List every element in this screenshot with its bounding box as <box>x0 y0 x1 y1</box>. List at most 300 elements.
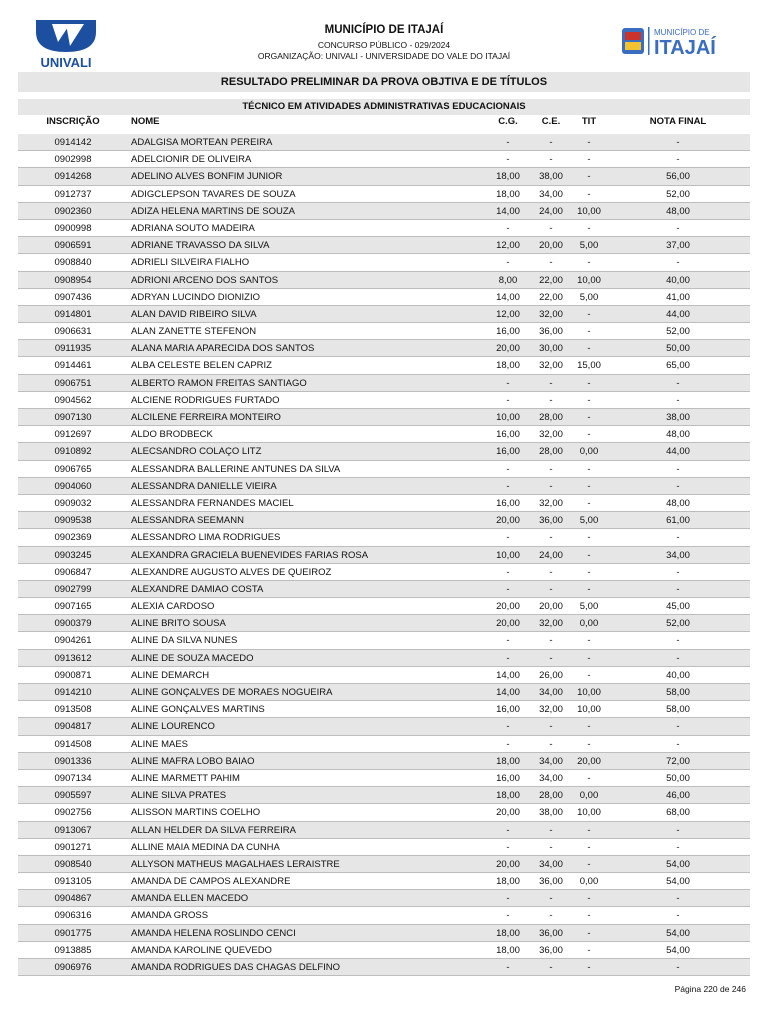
organization-line: ORGANIZAÇÃO: UNIVALI - UNIVERSIDADE DO VALE DO ITAJAÍ <box>257 51 511 61</box>
cell-nome: ADIZA HELENA MARTINS DE SOUZA <box>131 205 296 217</box>
cell-nota-final: - <box>676 532 680 544</box>
cell-nota-final: 48,00 <box>666 205 690 217</box>
cell-inscricao: 0906765 <box>54 463 92 475</box>
cell-cg: 16,00 <box>496 704 520 716</box>
cell-tit: - <box>587 910 591 922</box>
cell-nome: ALAN ZANETTE STEFENON <box>131 326 257 338</box>
cell-nota-final: - <box>676 583 680 595</box>
cell-ce: 28,00 <box>539 790 563 802</box>
page-number: Página 220 de 246 <box>674 984 746 994</box>
cell-ce: - <box>549 824 553 836</box>
cell-nome: ADIGCLEPSON TAVARES DE SOUZA <box>131 188 296 200</box>
cell-nome: ALINE DEMARCH <box>131 669 210 681</box>
table-row <box>18 357 750 374</box>
cell-nome: ADALGISA MORTEAN PEREIRA <box>131 137 273 148</box>
cell-cg: 20,00 <box>496 343 520 355</box>
cell-nome: ADRYAN LUCINDO DIONIZIO <box>131 291 260 303</box>
cell-inscricao: 0900871 <box>54 669 92 681</box>
table-row <box>18 254 750 271</box>
cell-nota-final: 61,00 <box>666 515 690 527</box>
cell-nome: ALESSANDRA FERNANDES MACIEL <box>131 497 294 509</box>
cell-nome: ALBA CELESTE BELEN CAPRIZ <box>131 360 272 372</box>
cell-tit: - <box>587 154 591 166</box>
table-row <box>18 306 750 323</box>
cell-nome: ALINE DE SOUZA MACEDO <box>131 652 254 664</box>
cell-ce: 38,00 <box>539 807 563 819</box>
cell-ce: - <box>549 154 553 166</box>
cell-tit: 10,00 <box>577 687 601 698</box>
cell-inscricao: 0911935 <box>54 343 92 355</box>
cell-nota-final: 68,00 <box>666 807 690 819</box>
table-row <box>18 615 750 632</box>
cell-nota-final: 54,00 <box>666 944 690 956</box>
cell-cg: 16,00 <box>496 497 520 509</box>
cell-nome: ALISSON MARTINS COELHO <box>131 807 261 819</box>
cell-inscricao: 0914461 <box>54 360 92 372</box>
cell-nota-final: 50,00 <box>666 343 690 355</box>
itajai-logo-small-text: MUNICÍPIO DE <box>654 28 710 37</box>
cell-ce: 20,00 <box>539 601 563 613</box>
cell-inscricao: 0906631 <box>54 326 92 338</box>
cell-ce: 34,00 <box>539 772 563 784</box>
cell-nome: ALAN DAVID RIBEIRO SILVA <box>131 308 257 320</box>
cell-cg: - <box>506 532 510 544</box>
cell-nota-final: 34,00 <box>666 549 690 561</box>
cell-cg: - <box>506 841 510 853</box>
cell-tit: 15,00 <box>577 360 601 372</box>
cell-nota-final: 52,00 <box>666 618 690 630</box>
cell-nota-final: 54,00 <box>666 858 690 870</box>
table-row <box>18 220 750 237</box>
cell-nota-final: 41,00 <box>666 291 690 303</box>
cell-ce: 38,00 <box>539 171 563 183</box>
cell-nome: AMANDA HELENA ROSLINDO CENCI <box>131 927 296 939</box>
cell-inscricao: 0908840 <box>54 257 92 269</box>
cell-tit: - <box>587 858 591 870</box>
table-row <box>18 564 750 581</box>
col-nome: NOME <box>131 116 160 127</box>
cell-cg: - <box>506 154 510 166</box>
cell-nota-final: - <box>676 652 680 664</box>
result-banner: RESULTADO PRELIMINAR DA PROVA OBJTIVA E DE TÍTULOS <box>18 72 750 92</box>
cell-inscricao: 0904261 <box>54 635 92 647</box>
cell-inscricao: 0901336 <box>54 755 92 767</box>
cell-inscricao: 0904562 <box>54 394 92 406</box>
cell-nome: ALDO BRODBECK <box>131 429 213 441</box>
cell-cg: 20,00 <box>496 515 520 527</box>
cell-cg: 8,00 <box>498 274 518 286</box>
cell-cg: 14,00 <box>496 669 520 681</box>
cell-cg: 18,00 <box>496 944 520 956</box>
cell-tit: - <box>587 429 591 441</box>
cell-ce: 34,00 <box>539 755 563 767</box>
cell-tit: - <box>587 463 591 475</box>
univali-logo-text: UNIVALI <box>40 55 92 70</box>
cell-tit: - <box>587 394 591 406</box>
cell-inscricao: 0908954 <box>54 274 92 286</box>
cell-cg: - <box>506 566 510 578</box>
cell-cg: 14,00 <box>496 687 520 698</box>
cell-cg: - <box>506 377 510 389</box>
table-row <box>18 289 750 306</box>
cell-ce: - <box>549 738 553 750</box>
cell-inscricao: 0906316 <box>54 910 92 922</box>
cell-ce: 36,00 <box>539 326 563 338</box>
cell-nota-final: - <box>676 841 680 853</box>
table-row <box>18 495 750 512</box>
cell-cg: 12,00 <box>496 240 520 252</box>
cell-cg: 18,00 <box>496 171 520 183</box>
cell-inscricao: 0909032 <box>54 497 92 509</box>
cell-ce: - <box>549 893 553 905</box>
itajai-crest-icon <box>620 24 740 58</box>
cell-nome: ADRIELI SILVEIRA FIALHO <box>131 257 250 269</box>
cell-cg: - <box>506 910 510 922</box>
itajai-logo <box>620 24 740 58</box>
cell-nome: ALBERTO RAMON FREITAS SANTIAGO <box>131 377 307 389</box>
cell-nota-final: 46,00 <box>666 790 690 802</box>
cell-cg: 10,00 <box>496 549 520 561</box>
cell-nota-final: - <box>676 566 680 578</box>
cell-inscricao: 0901775 <box>54 927 92 939</box>
cell-nota-final: 65,00 <box>666 360 690 372</box>
cell-inscricao: 0914142 <box>54 137 92 148</box>
cell-nota-final: - <box>676 635 680 647</box>
table-row <box>18 426 750 443</box>
cell-cg: 18,00 <box>496 188 520 200</box>
cell-cg: 18,00 <box>496 927 520 939</box>
table-row <box>18 272 750 289</box>
cell-nome: ALINE MAES <box>131 738 189 750</box>
cell-ce: - <box>549 910 553 922</box>
cell-cg: 10,00 <box>496 412 520 423</box>
table-row <box>18 512 750 529</box>
cell-ce: 26,00 <box>539 669 563 681</box>
cell-cg: - <box>506 480 510 492</box>
cell-tit: - <box>587 841 591 853</box>
cell-ce: 32,00 <box>539 429 563 441</box>
cell-tit: - <box>587 222 591 234</box>
cell-ce: 32,00 <box>539 704 563 716</box>
cell-cg: - <box>506 824 510 836</box>
cell-tit: 5,00 <box>579 240 599 252</box>
cell-inscricao: 0912697 <box>54 429 92 441</box>
table-header <box>18 116 750 135</box>
cell-ce: 24,00 <box>539 549 563 561</box>
cell-ce: - <box>549 841 553 853</box>
cell-tit: - <box>587 893 591 905</box>
cell-inscricao: 0906847 <box>54 566 92 578</box>
cell-nome: AMANDA ELLEN MACEDO <box>131 893 249 905</box>
table-row <box>18 839 750 856</box>
cell-tit: - <box>587 583 591 595</box>
cell-tit: - <box>587 772 591 784</box>
cell-tit: - <box>587 824 591 836</box>
table-row <box>18 547 750 564</box>
cell-inscricao: 0907134 <box>54 772 92 784</box>
table-row <box>18 443 750 460</box>
table-row <box>18 650 750 667</box>
cell-inscricao: 0914508 <box>54 738 92 750</box>
cell-nome: ALLAN HELDER DA SILVA FERREIRA <box>131 824 296 836</box>
cell-nome: ALLINE MAIA MEDINA DA CUNHA <box>131 841 280 853</box>
table-row <box>18 925 750 942</box>
cell-nota-final: - <box>676 137 680 148</box>
table-row <box>18 787 750 804</box>
cell-cg: - <box>506 635 510 647</box>
cell-inscricao: 0905597 <box>54 790 92 802</box>
cell-nome: ALESSANDRA SEEMANN <box>131 515 244 527</box>
cell-ce: - <box>549 721 553 733</box>
table-row <box>18 168 750 185</box>
cell-nome: ALANA MARIA APARECIDA DOS SANTOS <box>131 343 315 355</box>
cell-nome: ALINE SILVA PRATES <box>131 790 227 802</box>
cell-inscricao: 0912737 <box>54 188 92 200</box>
cell-ce: 36,00 <box>539 944 563 956</box>
cell-tit: 10,00 <box>577 807 601 819</box>
cell-nota-final: - <box>676 824 680 836</box>
cell-tit: - <box>587 497 591 509</box>
cell-ce: 36,00 <box>539 515 563 527</box>
cell-cg: 16,00 <box>496 446 520 458</box>
municipality-title: MUNICÍPIO DE ITAJAÍ <box>324 24 444 36</box>
table-row <box>18 581 750 598</box>
cell-cg: 18,00 <box>496 360 520 372</box>
cell-nome: ALESSANDRO LIMA RODRIGUES <box>131 532 281 544</box>
cell-tit: - <box>587 566 591 578</box>
cell-nota-final: 52,00 <box>666 188 690 200</box>
cell-nota-final: 44,00 <box>666 308 690 320</box>
cell-inscricao: 0902799 <box>54 583 92 595</box>
cell-nome: ADELINO ALVES BONFIM JUNIOR <box>131 171 283 183</box>
itajai-logo-big-text: ITAJAÍ <box>654 37 716 58</box>
cell-inscricao: 0908540 <box>54 858 92 870</box>
table-row <box>18 856 750 873</box>
cell-tit: - <box>587 343 591 355</box>
cell-tit: - <box>587 652 591 664</box>
table-row <box>18 134 750 151</box>
cell-ce: 28,00 <box>539 446 563 458</box>
cell-nome: ALINE LOURENCO <box>131 721 215 733</box>
cell-ce: 34,00 <box>539 687 563 698</box>
cell-nota-final: - <box>676 394 680 406</box>
table-row <box>18 392 750 409</box>
cell-inscricao: 0913508 <box>54 704 92 716</box>
cell-tit: - <box>587 738 591 750</box>
cell-nota-final: - <box>676 257 680 269</box>
table-row <box>18 701 750 718</box>
cell-nota-final: 58,00 <box>666 687 690 698</box>
cell-ce: 22,00 <box>539 274 563 286</box>
cell-ce: - <box>549 962 553 973</box>
cell-ce: 36,00 <box>539 876 563 888</box>
cell-ce: 30,00 <box>539 343 563 355</box>
table-row <box>18 598 750 615</box>
cell-nome: ALINE MAFRA LOBO BAIAO <box>131 755 255 767</box>
cell-nota-final: 40,00 <box>666 274 690 286</box>
cell-tit: 5,00 <box>579 291 599 303</box>
cell-nota-final: 50,00 <box>666 772 690 784</box>
cell-nome: ADELCIONIR DE OLIVEIRA <box>131 154 252 166</box>
table-row <box>18 907 750 924</box>
table-row <box>18 461 750 478</box>
cell-tit: 0,00 <box>579 618 599 630</box>
cell-tit: - <box>587 532 591 544</box>
cell-ce: - <box>549 583 553 595</box>
cell-inscricao: 0907130 <box>54 412 92 423</box>
table-row <box>18 409 750 426</box>
cell-nota-final: - <box>676 463 680 475</box>
cell-cg: 20,00 <box>496 807 520 819</box>
cell-tit: - <box>587 927 591 939</box>
cell-nome: AMANDA GROSS <box>131 910 209 922</box>
cell-ce: 34,00 <box>539 858 563 870</box>
cell-nota-final: 72,00 <box>666 755 690 767</box>
cell-ce: - <box>549 635 553 647</box>
cell-cg: - <box>506 222 510 234</box>
cell-nota-final: 48,00 <box>666 429 690 441</box>
cell-nota-final: - <box>676 962 680 973</box>
cell-cg: - <box>506 583 510 595</box>
cell-tit: 20,00 <box>577 755 601 767</box>
cell-cg: - <box>506 738 510 750</box>
cell-cg: - <box>506 962 510 973</box>
results-table <box>18 134 750 976</box>
table-row <box>18 822 750 839</box>
cell-nota-final: 54,00 <box>666 927 690 939</box>
table-row <box>18 890 750 907</box>
cell-ce: - <box>549 532 553 544</box>
cell-nome: ALECSANDRO COLAÇO LITZ <box>131 446 262 458</box>
table-row <box>18 203 750 220</box>
cell-tit: - <box>587 377 591 389</box>
cell-ce: 22,00 <box>539 291 563 303</box>
cell-ce: 32,00 <box>539 308 563 320</box>
cell-inscricao: 0914801 <box>54 308 92 320</box>
cell-inscricao: 0907165 <box>54 601 92 613</box>
cell-cg: - <box>506 463 510 475</box>
cell-inscricao: 0906591 <box>54 240 92 252</box>
cell-ce: - <box>549 257 553 269</box>
cell-cg: 16,00 <box>496 772 520 784</box>
cell-nota-final: 40,00 <box>666 669 690 681</box>
table-row <box>18 736 750 753</box>
cell-nome: ALINE MARMETT PAHIM <box>131 772 240 784</box>
cell-nota-final: - <box>676 480 680 492</box>
cell-nota-final: 48,00 <box>666 497 690 509</box>
table-row <box>18 959 750 976</box>
cell-inscricao: 0914210 <box>54 687 92 698</box>
cell-cg: 18,00 <box>496 876 520 888</box>
table-row <box>18 529 750 546</box>
cell-ce: 28,00 <box>539 412 563 423</box>
cell-nome: ADRIANA SOUTO MADEIRA <box>131 222 255 234</box>
cell-inscricao: 0906751 <box>54 377 92 389</box>
cell-tit: 0,00 <box>579 876 599 888</box>
cell-nome: ALEXIA CARDOSO <box>131 601 215 613</box>
cell-nota-final: - <box>676 222 680 234</box>
table-row <box>18 667 750 684</box>
table-row <box>18 770 750 787</box>
cell-cg: 12,00 <box>496 308 520 320</box>
cell-nota-final: 44,00 <box>666 446 690 458</box>
cell-inscricao: 0910892 <box>54 446 92 458</box>
cell-ce: - <box>549 222 553 234</box>
cell-ce: - <box>549 377 553 389</box>
cell-nota-final: - <box>676 154 680 166</box>
cell-ce: - <box>549 652 553 664</box>
table-row <box>18 632 750 649</box>
cell-inscricao: 0914268 <box>54 171 92 183</box>
cell-tit: - <box>587 549 591 561</box>
cell-tit: 10,00 <box>577 274 601 286</box>
cell-tit: 10,00 <box>577 704 601 716</box>
cell-inscricao: 0903245 <box>54 549 92 561</box>
cell-cg: 20,00 <box>496 618 520 630</box>
cell-cg: - <box>506 893 510 905</box>
cell-nota-final: 58,00 <box>666 704 690 716</box>
cell-cg: 18,00 <box>496 755 520 767</box>
cell-ce: 20,00 <box>539 240 563 252</box>
cell-ce: - <box>549 137 553 148</box>
cell-nome: AMANDA DE CAMPOS ALEXANDRE <box>131 876 291 888</box>
cell-inscricao: 0902369 <box>54 532 92 544</box>
col-tit: TIT <box>581 116 597 127</box>
cell-inscricao: 0902998 <box>54 154 92 166</box>
table-row <box>18 375 750 392</box>
cell-ce: 32,00 <box>539 360 563 372</box>
cell-cg: - <box>506 721 510 733</box>
table-row <box>18 804 750 821</box>
cell-cg: 16,00 <box>496 429 520 441</box>
cell-inscricao: 0913885 <box>54 944 92 956</box>
cell-inscricao: 0904060 <box>54 480 92 492</box>
cell-tit: - <box>587 326 591 338</box>
cell-tit: - <box>587 171 591 183</box>
cell-inscricao: 0909538 <box>54 515 92 527</box>
table-row <box>18 151 750 168</box>
col-cg: C.G. <box>498 116 518 127</box>
cell-ce: - <box>549 394 553 406</box>
cell-nome: ALINE GONÇALVES DE MORAES NOGUEIRA <box>131 687 333 698</box>
table-row <box>18 718 750 735</box>
cell-cg: - <box>506 257 510 269</box>
table-row <box>18 323 750 340</box>
col-ce: C.E. <box>541 116 561 127</box>
cell-nome: ALESSANDRA BALLERINE ANTUNES DA SILVA <box>131 463 341 475</box>
cell-tit: 5,00 <box>579 601 599 613</box>
table-row <box>18 340 750 357</box>
cell-tit: - <box>587 962 591 973</box>
cell-nome: AMANDA KAROLINE QUEVEDO <box>131 944 272 956</box>
cell-tit: - <box>587 944 591 956</box>
table-row <box>18 684 750 701</box>
cell-tit: 5,00 <box>579 515 599 527</box>
cell-nota-final: - <box>676 377 680 389</box>
cell-nome: ALINE GONÇALVES MARTINS <box>131 704 265 716</box>
cell-inscricao: 0906976 <box>54 962 92 973</box>
cell-nota-final: - <box>676 893 680 905</box>
table-row <box>18 478 750 495</box>
cell-nota-final: - <box>676 721 680 733</box>
cell-nome: AMANDA RODRIGUES DAS CHAGAS DELFINO <box>131 962 341 973</box>
col-inscricao: INSCRIÇÃO <box>46 116 100 127</box>
cell-inscricao: 0902360 <box>54 205 92 217</box>
cell-cg: 20,00 <box>496 858 520 870</box>
position-banner: TÉCNICO EM ATIVIDADES ADMINISTRATIVAS EDUCACIONAIS <box>18 99 750 115</box>
table-row <box>18 753 750 770</box>
cell-nome: ALLYSON MATHEUS MAGALHAES LERAISTRE <box>131 858 340 870</box>
